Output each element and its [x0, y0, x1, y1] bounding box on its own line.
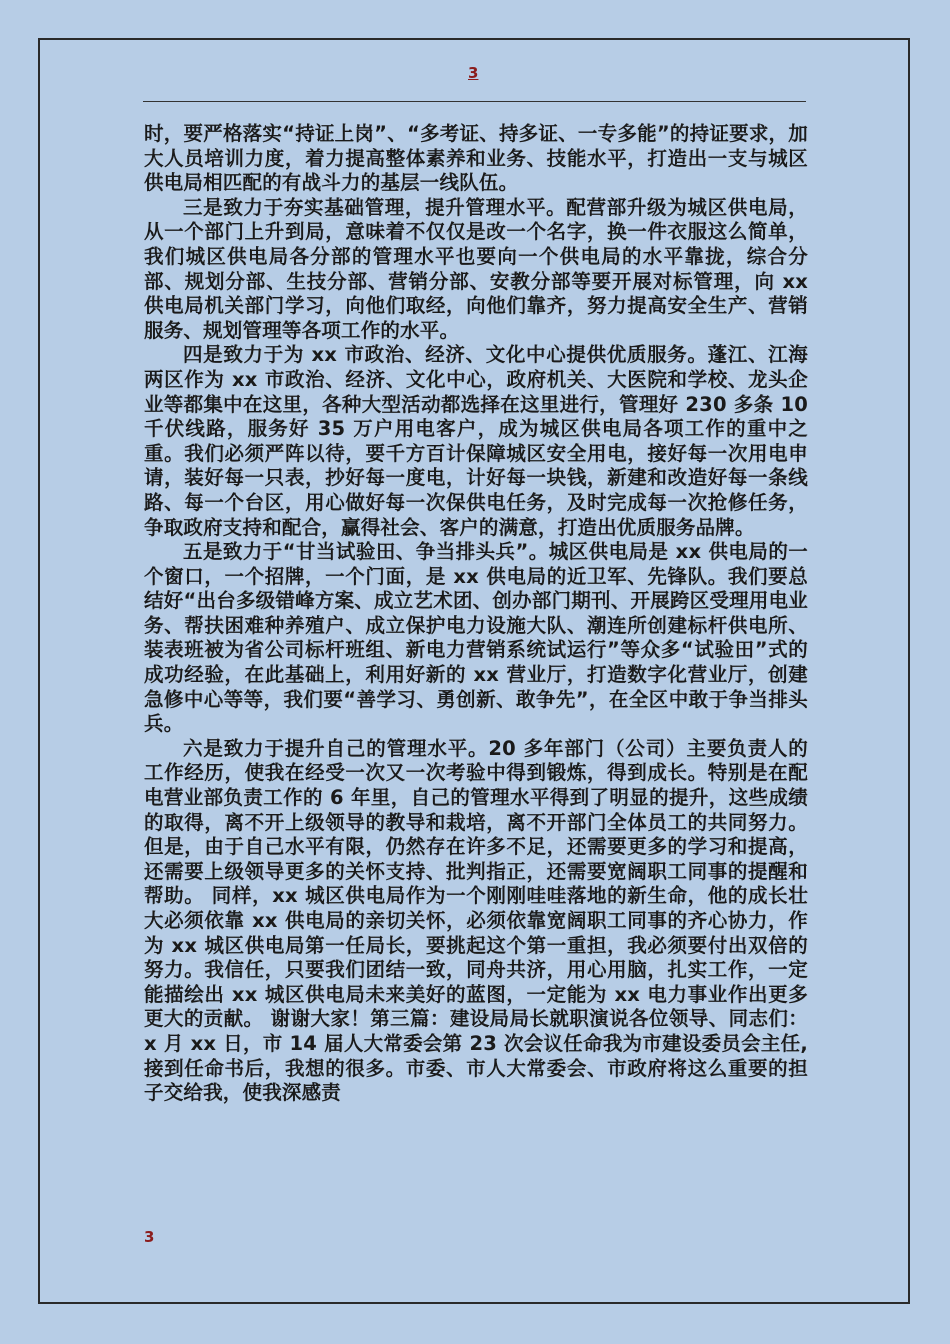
- footer-page-number: 3: [144, 1228, 155, 1246]
- paragraph-sixth-point: 六是致力于提升自己的管理水平。20 多年部门（公司）主要负责人的工作经历，使我在经受一次又一次考验中得到锻炼，得到成长。特别是在配电营业部负责工作的 6 年里，自己的管理水平得到了明显的提升，这些成绩的取得，离不开上级领导的教导和栽培，离不开部门全体员工的共同努力。但是，由于自己水平有限，仍然存在许多不足，还需要更多的学习和提高，还需要上级领导更多的关怀支持、批判指正，还需要宽阔职工同事的提醒和帮助。 同样，xx 城区供电局作为一个刚刚哇哇落地的新生命，他的成长壮大必须依靠 xx 供电局的亲切关怀，必须依靠宽阔职工同事的齐心协力，作为 xx 城区供电局第一任局长，要挑起这个第一重担，我必须要付出双倍的努力。我信任，只要我们团结一致，同舟共济，用心用脑，扎实工作，一定能描绘出 xx 城区供电局未来美好的蓝图，一定能为 xx 电力事业作出更多更大的贡献。 谢谢大家！第三篇：建设局局长就职演说各位领导、同志们：x 月 xx 日，市 14 届人大常委会第 23 次会议任命我为市建设委员会主任,接到任命书后，我想的很多。市委、市人大常委会、市政府将这么重要的担子交给我，使我深感责: [144, 736, 808, 1105]
- paragraph-fifth-point: 五是致力于“甘当试验田、争当排头兵”。城区供电局是 xx 供电局的一个窗口，一个招牌，一个门面，是 xx 供电局的近卫军、先锋队。我们要总结好“出台多级错峰方案、成立艺术团、创办部门期刊、开展跨区受理用电业务、帮扶困难种养殖户、成立保护电力设施大队、潮连所创建标杆供电所、装表班被为省公司标杆班组、新电力营销系统试运行”等众多“试验田”式的成功经验，在此基础上，利用好新的 xx 营业厅，打造数字化营业厅，创建急修中心等等，我们要“善学习、勇创新、敢争先”，在全区中敢于争当排头兵。: [144, 540, 808, 736]
- paragraph-continuation: 时，要严格落实“持证上岗”、“多考证、持多证、一专多能”的持证要求，加大人员培训力度，着力提高整体素养和业务、技能水平，打造出一支与城区供电局相匹配的有战斗力的基层一线队伍。: [144, 122, 808, 195]
- document-body: [144, 122, 808, 1106]
- paragraph-third-point: 三是致力于夯实基础管理，提升管理水平。配营部升级为城区供电局，从一个部门上升到局，意味着不仅仅是改一个名字，换一件衣服这么简单，我们城区供电局各分部的管理水平也要向一个供电局的水平靠拢，综合分部、规划分部、生技分部、营销分部、安教分部等要开展对标管理，向 xx 供电局机关部门学习，向他们取经，向他们靠齐，努力提高安全生产、营销服务、规划管理等各项工作的水平。: [144, 195, 808, 342]
- header-page-number: 3: [468, 64, 479, 82]
- paragraph-fourth-point: 四是致力于为 xx 市政治、经济、文化中心提供优质服务。蓬江、江海两区作为 xx 市政治、经济、文化中心，政府机关、大医院和学校、龙头企业等都集中在这里，各种大型活动都选择在这里进行，管理好 230 多条 10 千伏线路，服务好 35 万户用电客户，成为城区供电局各项工作的重中之重。我们必须严阵以待，要千方百计保障城区安全用电，接好每一次用电申请，装好每一只表，抄好每一度电，计好每一块钱，新建和改造好每一条线路、每一个台区，用心做好每一次保供电任务，及时完成每一次抢修任务，争取政府支持和配合，赢得社会、客户的满意，打造出优质服务品牌。: [144, 343, 808, 539]
- header-divider: [143, 101, 806, 102]
